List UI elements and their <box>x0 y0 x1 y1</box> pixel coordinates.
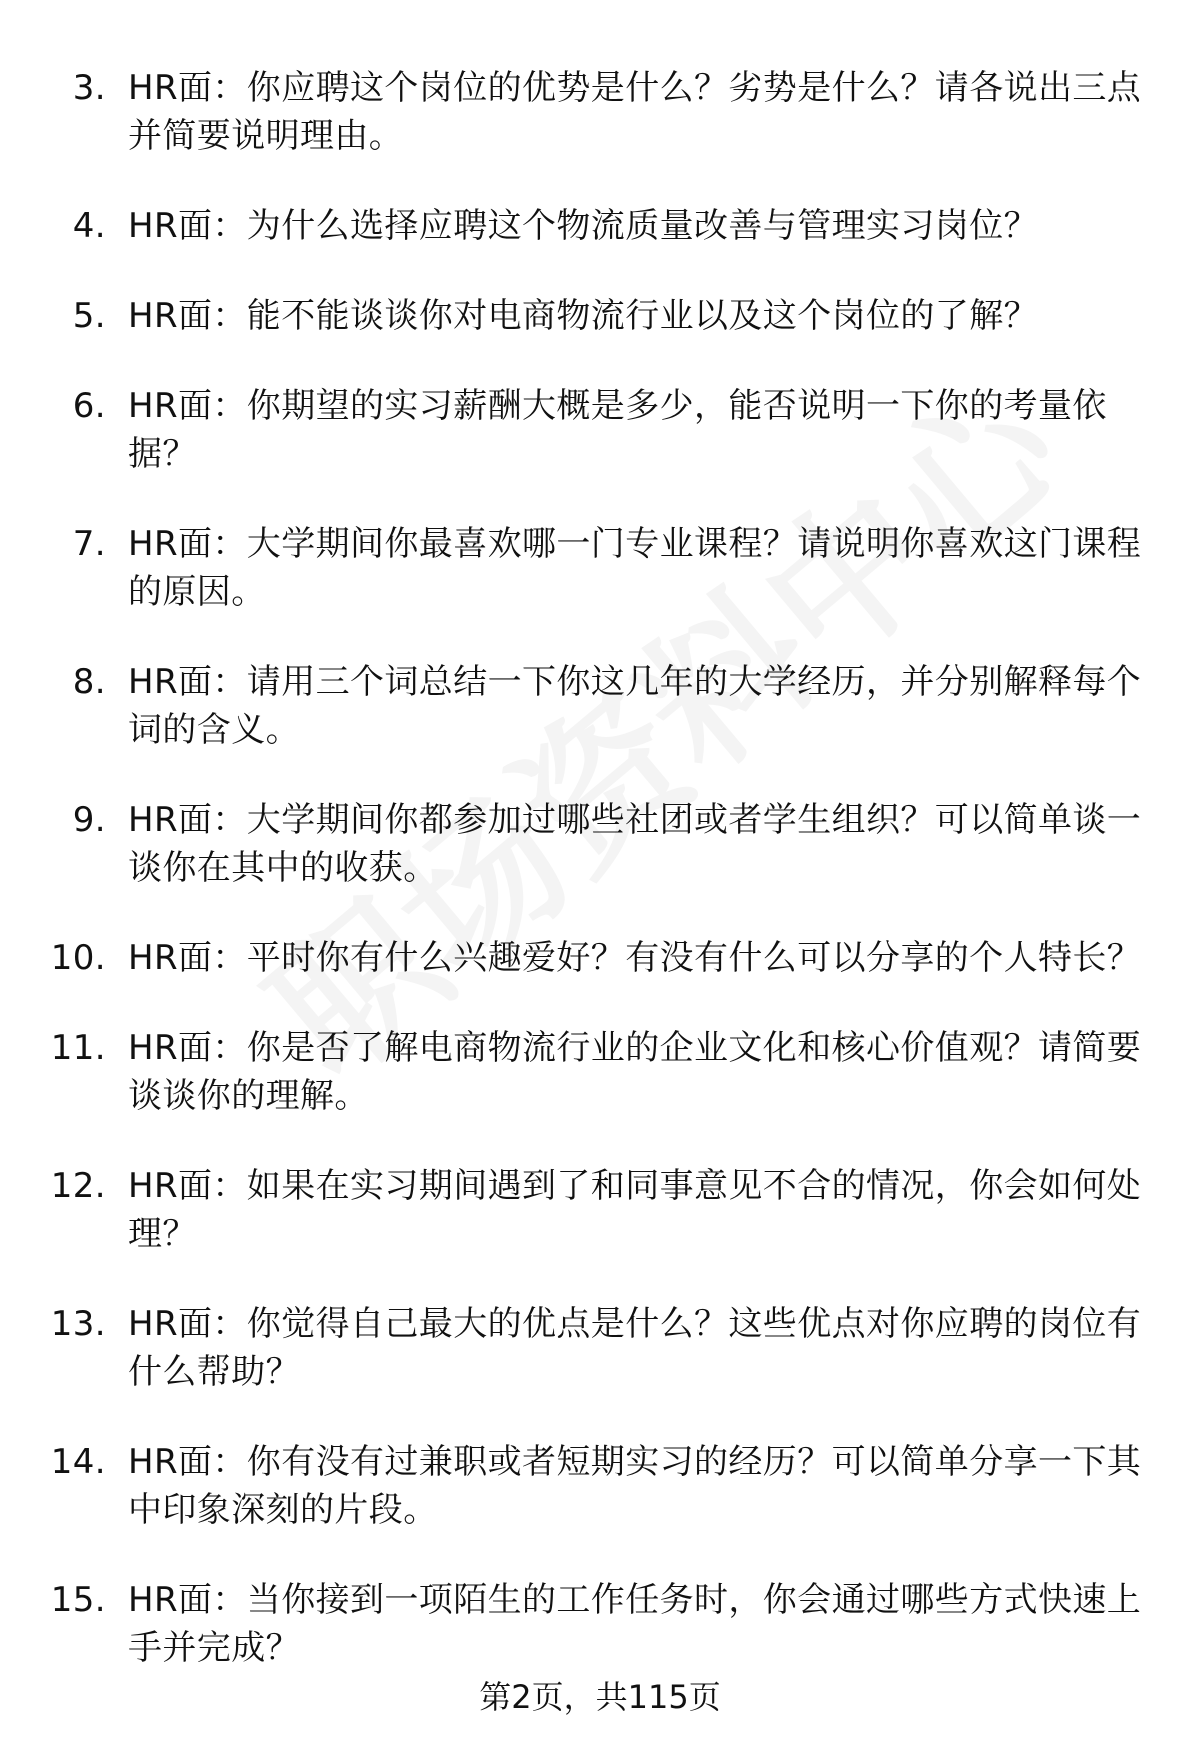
question-text: HR面：你是否了解电商物流行业的企业文化和核心价值观？请简要谈谈你的理解。 <box>128 1028 1142 1116</box>
question-number: 10. <box>50 938 106 978</box>
question-text: HR面：大学期间你最喜欢哪一门专业课程？请说明你喜欢这门课程的原因。 <box>128 524 1142 612</box>
list-item <box>0 1300 1200 1396</box>
list-item <box>0 382 1200 478</box>
question-text: HR面：你觉得自己最大的优点是什么？这些优点对你应聘的岗位有什么帮助？ <box>128 1304 1142 1392</box>
question-number: 15. <box>50 1580 106 1620</box>
question-text: HR面：能不能谈谈你对电商物流行业以及这个岗位的了解？ <box>128 296 1038 336</box>
list-item <box>0 1438 1200 1534</box>
list-item <box>0 796 1200 892</box>
question-number: 13. <box>50 1304 106 1344</box>
question-number: 12. <box>50 1166 106 1206</box>
question-text: HR面：大学期间你都参加过哪些社团或者学生组织？可以简单谈一谈你在其中的收获。 <box>128 800 1142 888</box>
question-text: HR面：当你接到一项陌生的工作任务时，你会通过哪些方式快速上手并完成？ <box>128 1580 1142 1668</box>
question-text: HR面：如果在实习期间遇到了和同事意见不合的情况，你会如何处理？ <box>128 1166 1142 1254</box>
question-number: 3. <box>72 68 106 108</box>
question-number: 5. <box>72 296 106 336</box>
question-number: 4. <box>72 206 106 246</box>
list-item <box>0 520 1200 616</box>
question-number: 14. <box>50 1442 106 1482</box>
question-number: 6. <box>72 386 106 426</box>
question-number: 11. <box>50 1028 106 1068</box>
question-list <box>0 64 1200 1714</box>
list-item <box>0 1024 1200 1120</box>
question-text: HR面：你有没有过兼职或者短期实习的经历？可以简单分享一下其中印象深刻的片段。 <box>128 1442 1142 1530</box>
question-text: HR面：平时你有什么兴趣爱好？有没有什么可以分享的个人特长？ <box>128 938 1142 978</box>
question-number: 9. <box>72 800 106 840</box>
question-number: 7. <box>72 524 106 564</box>
question-text: HR面：你期望的实习薪酬大概是多少，能否说明一下你的考量依据？ <box>128 386 1107 474</box>
list-item <box>0 202 1200 250</box>
list-item <box>0 1162 1200 1258</box>
list-item <box>0 658 1200 754</box>
question-text: HR面：请用三个词总结一下你这几年的大学经历，并分别解释每个词的含义。 <box>128 662 1142 750</box>
list-item <box>0 64 1200 160</box>
question-text: HR面：你应聘这个岗位的优势是什么？劣势是什么？请各说出三点并简要说明理由。 <box>128 68 1142 156</box>
page-number-footer: 第2页，共115页 <box>479 1678 721 1716</box>
list-item <box>0 292 1200 340</box>
list-item <box>0 1576 1200 1672</box>
question-text: HR面：为什么选择应聘这个物流质量改善与管理实习岗位？ <box>128 206 1038 246</box>
question-number: 8. <box>72 662 106 702</box>
list-item <box>0 934 1200 982</box>
